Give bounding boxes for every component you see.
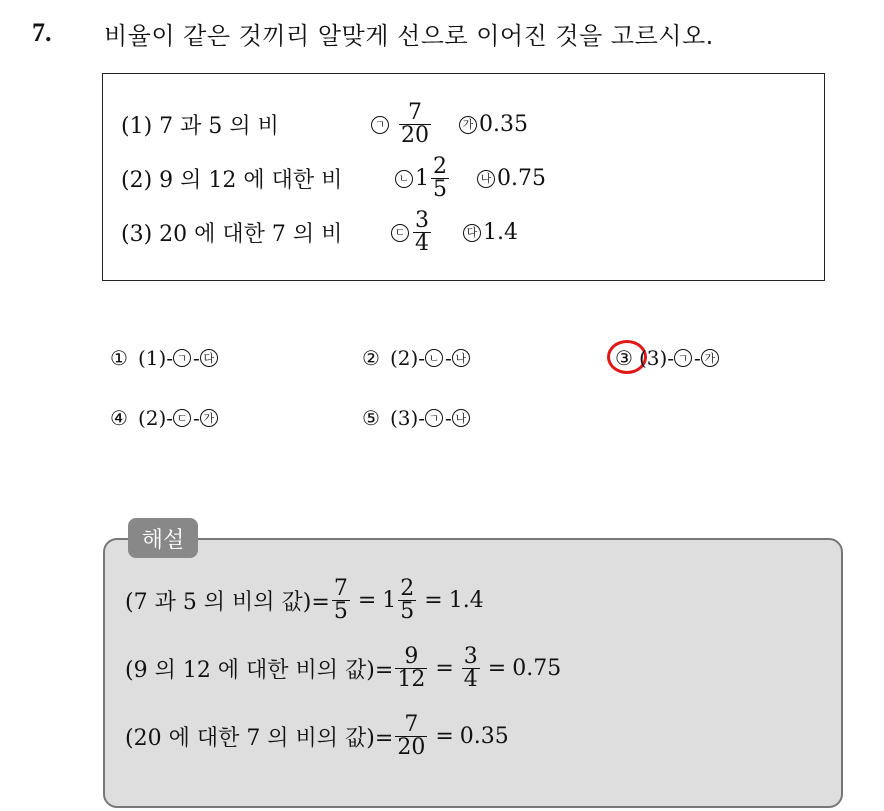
- fraction: [395, 646, 427, 691]
- circled-symbol: 다: [463, 224, 481, 242]
- equals-sign: =: [435, 656, 454, 681]
- equals-sign: =: [424, 588, 443, 613]
- option-text: (3)-: [389, 406, 426, 430]
- option-2[interactable]: ② (2)- ㄴ - 나: [362, 346, 472, 370]
- circled-symbol: 가: [459, 116, 477, 134]
- eq-prefix: (20 에 대한 7 의 비의 값)=: [125, 726, 394, 751]
- box-row-2: [121, 156, 546, 201]
- eq-result: 1.4: [448, 588, 484, 613]
- frac-denominator: 5: [400, 599, 415, 624]
- circled-symbol: 나: [477, 170, 495, 188]
- option-text: (2)-: [137, 406, 174, 430]
- circled-symbol: 가: [701, 349, 719, 367]
- explanation-line-2: [125, 646, 561, 691]
- equals-sign: =: [435, 724, 454, 749]
- decimal-value: 0.35: [479, 112, 528, 137]
- frac-denominator: 5: [333, 599, 348, 624]
- fraction: [399, 102, 431, 147]
- fraction: [395, 714, 427, 759]
- frac-numerator: 2: [400, 576, 415, 601]
- circled-symbol: ㄷ: [173, 409, 191, 427]
- circled-symbol: ㄱ: [674, 349, 692, 367]
- option-1[interactable]: ① (1)- ㄱ - 다: [110, 346, 220, 370]
- eq-result: 0.75: [512, 656, 562, 681]
- frac-denominator: 20: [401, 123, 429, 148]
- circled-symbol: ㄴ: [425, 349, 443, 367]
- frac-numerator: 2: [433, 154, 447, 179]
- option-number: ③: [615, 346, 633, 370]
- option-4[interactable]: ④ (2)- ㄷ - 가: [110, 406, 220, 430]
- fraction: [332, 578, 350, 623]
- eq-result: 0.35: [459, 724, 509, 749]
- explanation-tag: 해설: [128, 518, 198, 558]
- frac-numerator: 3: [415, 208, 429, 233]
- frac-denominator: 4: [415, 231, 429, 256]
- circled-symbol: 나: [452, 349, 470, 367]
- circled-symbol: ㄱ: [173, 349, 191, 367]
- option-number: ⑤: [362, 406, 380, 430]
- option-5[interactable]: ⑤ (3)- ㄱ - 나: [362, 406, 472, 430]
- fraction: [413, 210, 431, 255]
- frac-denominator: 4: [463, 667, 478, 692]
- option-number: ①: [110, 346, 128, 370]
- frac-numerator: 7: [408, 100, 422, 125]
- frac-numerator: 3: [463, 644, 478, 669]
- frac-numerator: 7: [333, 576, 348, 601]
- fraction: [462, 646, 480, 691]
- decimal-value: 1.4: [483, 220, 518, 245]
- box-row-1: [121, 102, 528, 147]
- circled-symbol: 나: [452, 409, 470, 427]
- circled-symbol: ㄷ: [391, 224, 409, 242]
- circled-symbol: ㄴ: [395, 170, 413, 188]
- option-number: ④: [110, 406, 128, 430]
- row-label: (1) 7 과 5 의 비: [121, 114, 279, 139]
- frac-numerator: 9: [404, 644, 419, 669]
- question-number: 7.: [32, 18, 52, 47]
- row-label: (2) 9 의 12 에 대한 비: [121, 168, 343, 193]
- frac-denominator: 12: [397, 667, 426, 692]
- circled-symbol: ㄱ: [425, 409, 443, 427]
- frac-denominator: 5: [433, 177, 447, 202]
- circled-symbol: 다: [200, 349, 218, 367]
- fraction: [431, 156, 449, 201]
- circled-symbol: ㄱ: [371, 116, 389, 134]
- box-row-3: [121, 210, 518, 255]
- row-label: (3) 20 에 대한 7 의 비: [121, 222, 343, 247]
- problem-box: [102, 73, 825, 281]
- eq-prefix: (9 의 12 에 대한 비의 값)=: [125, 658, 394, 683]
- option-number: ②: [362, 346, 380, 370]
- explanation-box: [103, 538, 843, 808]
- frac-numerator: 7: [404, 712, 419, 737]
- explanation-line-3: [125, 714, 509, 759]
- decimal-value: 0.75: [497, 166, 546, 191]
- question-text: 비율이 같은 것끼리 알맞게 선으로 이어진 것을 고르시오.: [104, 22, 714, 50]
- equals-sign: =: [487, 656, 507, 681]
- explanation-line-1: [125, 578, 484, 623]
- option-text: (1)-: [137, 346, 174, 370]
- equals-sign: =: [357, 588, 377, 613]
- frac-whole: 1: [382, 588, 397, 613]
- fraction: [398, 578, 416, 623]
- frac-denominator: 20: [397, 735, 426, 760]
- circled-symbol: 가: [200, 409, 218, 427]
- eq-prefix: (7 과 5 의 비의 값)=: [125, 590, 330, 615]
- option-text: (3)-: [638, 346, 675, 370]
- frac-whole: 1: [415, 166, 429, 191]
- option-3[interactable]: ③ (3)- ㄱ - 가: [615, 346, 721, 370]
- option-text: (2)-: [389, 346, 426, 370]
